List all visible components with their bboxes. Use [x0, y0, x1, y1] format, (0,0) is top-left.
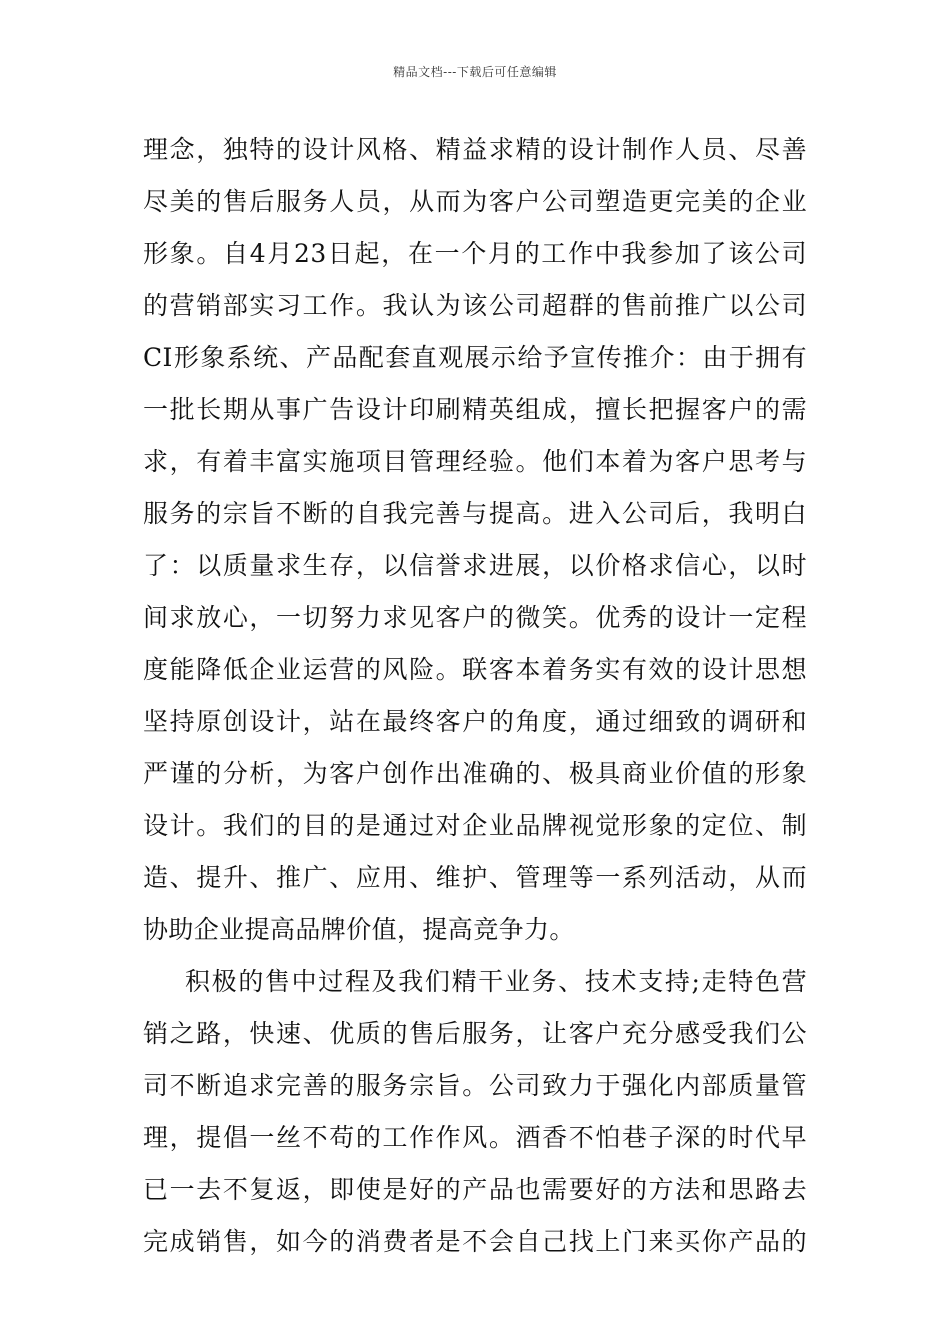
paragraph-line: 销之路，快速、优质的售后服务，让客户充分感受我们公	[143, 1019, 807, 1048]
paragraph-line: 服务的宗旨不断的自我完善与提高。进入公司后，我明白	[143, 499, 807, 528]
body-text	[143, 124, 807, 1268]
paragraph-line: 形象。自4月23日起，在一个月的工作中我参加了该公司	[143, 239, 807, 268]
paragraph-line: 求，有着丰富实施项目管理经验。他们本着为客户思考与	[143, 447, 807, 476]
paragraph-line: 完成销售，如今的消费者是不会自己找上门来买你产品的	[143, 1227, 807, 1256]
paragraph-line: 司不断追求完善的服务宗旨。公司致力于强化内部质量管	[143, 1071, 807, 1100]
paragraph-line: 了：以质量求生存，以信誉求进展，以价格求信心，以时	[143, 551, 807, 580]
paragraph-line: 的营销部实习工作。我认为该公司超群的售前推广以公司	[143, 291, 807, 320]
paragraph-line: 设计。我们的目的是通过对企业品牌视觉形象的定位、制	[143, 811, 807, 840]
page-header: 精品文档---下载后可任意编辑	[393, 65, 557, 79]
paragraph-line: 理，提倡一丝不苟的工作作风。酒香不怕巷子深的时代早	[143, 1123, 807, 1152]
paragraph-line: 尽美的售后服务人员，从而为客户公司塑造更完美的企业	[143, 187, 807, 216]
paragraph-line: 间求放心，一切努力求见客户的微笑。优秀的设计一定程	[143, 603, 807, 632]
paragraph-line: 造、提升、推广、应用、维护、管理等一系列活动，从而	[143, 863, 807, 892]
paragraph-line: 理念，独特的设计风格、精益求精的设计制作人员、尽善	[143, 135, 807, 164]
paragraph-line: 一批长期从事广告设计印刷精英组成，擅长把握客户的需	[143, 395, 807, 424]
paragraph-line: 度能降低企业运营的风险。联客本着务实有效的设计思想	[143, 655, 807, 684]
paragraph-line: 已一去不复返，即使是好的产品也需要好的方法和思路去	[143, 1175, 807, 1204]
paragraph-line: 积极的售中过程及我们精干业务、技术支持;走特色营	[185, 967, 807, 996]
paragraph-line: CI形象系统、产品配套直观展示给予宣传推介：由于拥有	[143, 343, 807, 372]
paragraph-line: 严谨的分析，为客户创作出准确的、极具商业价值的形象	[143, 759, 807, 788]
paragraph-line: 协助企业提高品牌价值，提高竞争力。	[143, 915, 575, 944]
paragraph-line: 坚持原创设计，站在最终客户的角度，通过细致的调研和	[143, 707, 807, 736]
